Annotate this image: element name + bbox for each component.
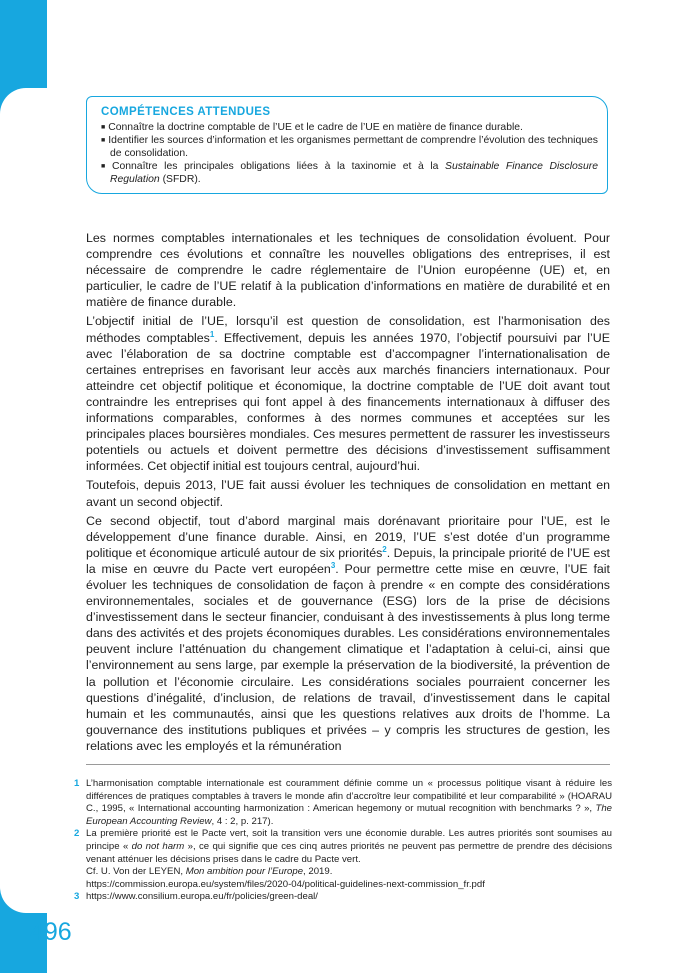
- square-bullet-icon: ■: [101, 137, 106, 144]
- footnote-ref-1[interactable]: 1: [209, 329, 215, 339]
- footnote-link[interactable]: https://commission.europa.eu/system/files/2020-04/political-guidelines-next-commission_fr.pdf: [86, 878, 485, 890]
- footnote-3: [74, 891, 612, 904]
- page-number: 496: [30, 918, 72, 946]
- main-body-text: [86, 230, 610, 757]
- footnote-number: 3: [74, 891, 80, 903]
- competences-box: [86, 96, 608, 194]
- side-bar-notch: [0, 88, 47, 913]
- footnote-separator: [86, 764, 610, 765]
- footnote-ref-2[interactable]: 2: [382, 544, 387, 554]
- footnote-link[interactable]: https://www.consilium.europa.eu/fr/policies/green-deal/: [86, 891, 318, 903]
- competences-title: COMPÉTENCES ATTENDUES: [101, 106, 271, 118]
- competence-item-2: ■ Identifier les sources d’information et les organismes permettant de comprendre l’évolution des techniques de consolidation.: [101, 135, 598, 159]
- competence-item-1: ■ Connaître la doctrine comptable de l’UE et le cadre de l’UE en matière de finance durable.: [101, 122, 523, 133]
- footnote-number: 2: [74, 828, 80, 840]
- footnote-number: 1: [74, 778, 80, 789]
- square-bullet-icon: ■: [101, 124, 106, 131]
- footnote-ref-3[interactable]: 3: [330, 560, 336, 570]
- competences-list: [101, 121, 598, 186]
- footnote-2: 2 La première priorité est le Pacte vert, soit la transition vers une économie durable. Les autres priorités sont soumises au principe « do not harm », ce qui signifie que ces cinq autres priorités ne peuvent pas permettre de prendre des décisions venant atténuer les décisions prises dans le cadre du Pacte vert. Cf. U. Von der LEYEN, Mon ambition pour l’Europe, 2019. https://commission.europa.eu/system/files/2020-04/political-guidelines-next-commission_fr.pdf: [74, 828, 612, 890]
- paragraph-2: L’objectif initial de l’UE, lorsqu’il est question de consolidation, est l’harmonisation des méthodes comptables$^1$. Effectivement, depuis les années 1970, l’objectif poursuivi par l’UE avec l’élaboration de sa doctrine comptable est d’accompagner l’internationalisation de certaines entreprises en favorisant leur accès aux marchés financiers internationaux. Pour atteindre cet objectif politique et économique, la doctrine comptable de l’UE doit avant tout contraindre les entreprises qui font appel à des financements internationaux à diffuser des informations comparables, conformes à des normes communes et acceptées sur les principales places boursières mondiales. Ces mesures permettent de rassurer les investisseurs potentiels ou actuels et doivent permettre des décisions d’investissement suffisamment informées. Cet objectif initial est toujours central, aujourd’hui.: [86, 314, 610, 474]
- footnote-1: 1 L’harmonisation comptable internationale est couramment définie comme un « processus politique visant à réduire les différences de pratiques comptables à travers le monde afin d’accroître leur compatibilité et leur comparabilité » (HOARAU C., 1995, « International accounting harmonization : American hegemony or mutual recognition with benchmarks ? », The European Accounting Review, 4 : 2, p. 217).: [74, 778, 612, 827]
- square-bullet-icon: ■: [101, 163, 109, 170]
- paragraph-3: Toutefois, depuis 2013, l’UE fait aussi évoluer les techniques de consolidation en mettant en avant un second objectif.: [86, 478, 610, 509]
- competence-item-3: ■ Connaître les principales obligations liées à la taxinomie et à la Sustainable Finance Disclosure Regulation (SFDR).: [101, 161, 598, 185]
- paragraph-4: Ce second objectif, tout d’abord marginal mais dorénavant prioritaire pour l’UE, est le développement d’une finance durable. Ainsi, en 2019, l’UE s’est dotée d’un programme politique et économique articulé autour de six priorités$^2$. Depuis, la principale priorité de l’UE est la mise en œuvre du Pacte vert européen$^3$. Pour permettre cette mise en œuvre, l’UE fait évoluer les techniques de consolidation de façon à prendre « en compte des considérations environnementales, sociales et de gouvernance (ESG) lors de la prise de décisions d’investissement dans le secteur financier, conduisant à des investissements à plus long terme dans des activités et des projets économiques durables. Les considérations environnementales peuvent inclure l’atténuation du changement climatique et l’adaptation à celui-ci, ainsi que l’environnement au sens large, par exemple la préservation de la biodiversité, la prévention de la pollution et l’économie circulaire. Les considérations sociales pourraient concerner les questions d’inégalité, d’inclusion, de relations de travail, d’investissement dans le capital humain et les communautés, ainsi que les questions relatives aux droits de l’homme. La gouvernance des institutions publiques et privées – y compris les structures de gestion, les relations avec les employés et la rémunération: [86, 513, 611, 753]
- footnotes: [74, 778, 612, 904]
- paragraph-1: Les normes comptables internationales et les techniques de consolidation évoluent. Pour comprendre ces évolutions et connaître les nouvelles obligations des entreprises, il est nécessaire de comprendre le cadre réglementaire de l’Union européenne (UE) et, en particulier, le cadre de l’UE relatif à la publication d’informations en matière de durabilité et en matière de finance durable.: [86, 231, 610, 310]
